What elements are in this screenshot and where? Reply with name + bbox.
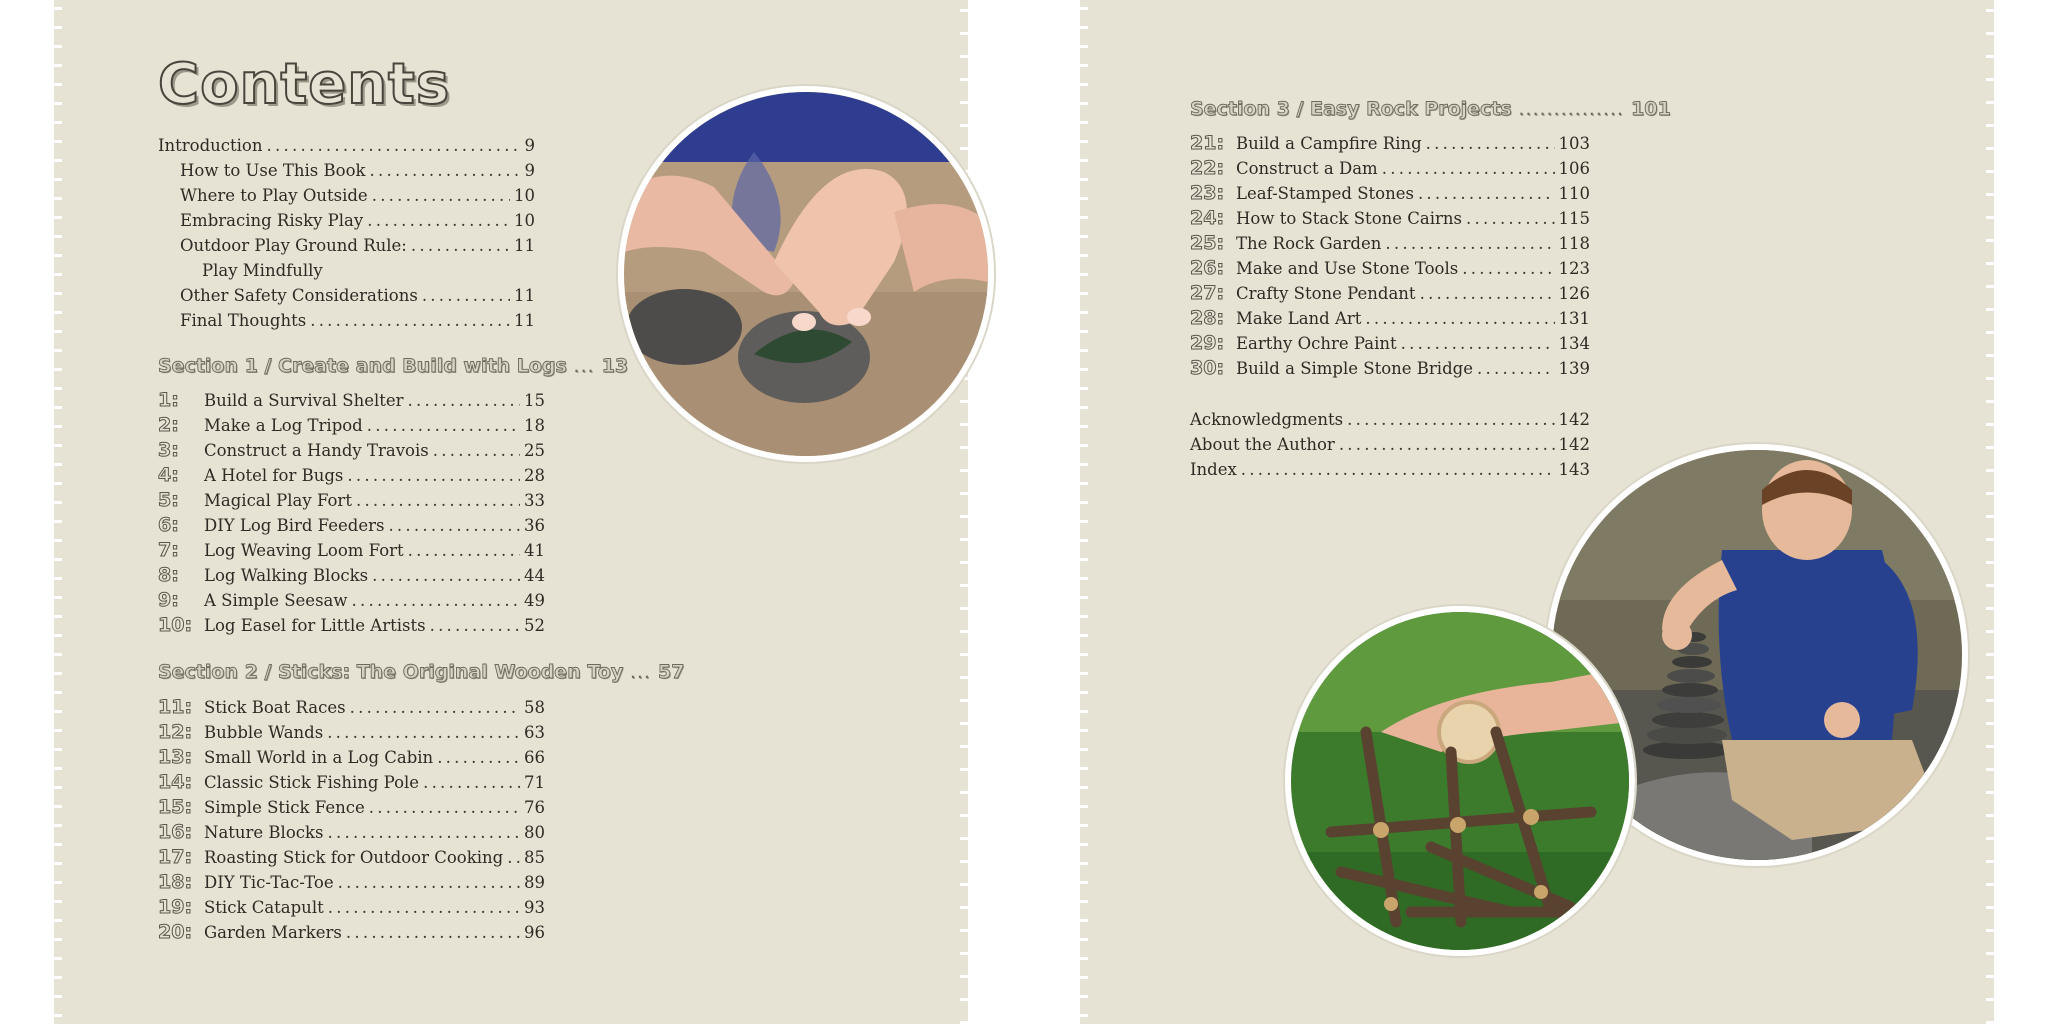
leader-dots xyxy=(310,308,510,333)
leader-dots xyxy=(433,438,520,463)
project-number: 24: xyxy=(1190,207,1225,229)
toc-entry-label: Make Land Art xyxy=(1236,309,1362,328)
toc-entry[interactable] xyxy=(1190,407,1590,432)
toc-entry[interactable] xyxy=(158,463,545,488)
toc-entry[interactable] xyxy=(158,895,545,920)
project-number: 6: xyxy=(158,514,179,536)
section1-list xyxy=(158,388,545,638)
leader-dots xyxy=(1420,281,1555,306)
toc-entry[interactable] xyxy=(158,133,535,158)
leader-dots xyxy=(328,895,520,920)
project-number: 19: xyxy=(158,896,193,918)
project-number: 3: xyxy=(158,439,179,461)
toc-entry-label: The Rock Garden xyxy=(1236,234,1382,253)
project-number: 21: xyxy=(1190,132,1225,154)
section-heading[interactable] xyxy=(158,355,628,377)
toc-entry-label: Build a Survival Shelter xyxy=(204,391,404,410)
toc-entry[interactable] xyxy=(1190,306,1590,331)
leader-dots xyxy=(367,208,510,233)
section3-list xyxy=(1190,131,1590,381)
project-number: 15: xyxy=(158,796,193,818)
section-page: 101 xyxy=(1631,98,1671,120)
toc-entry[interactable] xyxy=(1190,131,1590,156)
section-title: Section 3 / Easy Rock Projects xyxy=(1190,98,1512,120)
toc-entry-label: Embracing Risky Play xyxy=(180,211,364,230)
project-number: 26: xyxy=(1190,257,1225,279)
toc-entry-page: 25 xyxy=(524,441,545,460)
toc-entry-label: Simple Stick Fence xyxy=(204,798,365,817)
toc-entry-label: Small World in a Log Cabin xyxy=(204,748,434,767)
toc-entry-label: Earthy Ochre Paint xyxy=(1236,334,1397,353)
project-number: 29: xyxy=(1190,332,1225,354)
toc-entry-label: How to Use This Book xyxy=(180,161,366,180)
leader-dots xyxy=(267,133,521,158)
toc-entry[interactable] xyxy=(158,820,545,845)
toc-entry-label: A Hotel for Bugs xyxy=(204,466,344,485)
toc-entry-label: Make a Log Tripod xyxy=(204,416,363,435)
toc-entry[interactable] xyxy=(158,870,545,895)
torn-edge xyxy=(54,0,62,1024)
project-number: 14: xyxy=(158,771,193,793)
leader-dots xyxy=(408,388,520,413)
toc-entry-page: 110 xyxy=(1558,184,1590,203)
leader-dots xyxy=(1477,356,1555,381)
toc-entry[interactable] xyxy=(158,588,545,613)
toc-entry-label: How to Stack Stone Cairns xyxy=(1236,209,1462,228)
toc-entry-label: Magical Play Fort xyxy=(204,491,352,510)
leader-dots xyxy=(352,588,521,613)
intro-list xyxy=(158,133,535,333)
toc-entry[interactable] xyxy=(158,845,545,870)
section-heading[interactable] xyxy=(1190,98,1671,120)
toc-entry-page: 10 xyxy=(514,186,535,205)
toc-entry-label: Crafty Stone Pendant xyxy=(1236,284,1416,303)
section2-list xyxy=(158,695,545,945)
toc-entry[interactable] xyxy=(1190,281,1590,306)
leader-dots: ... xyxy=(573,355,602,377)
toc-entry-label: Construct a Handy Travois xyxy=(204,441,429,460)
project-number: 13: xyxy=(158,746,193,768)
project-number: 5: xyxy=(158,489,179,511)
leader-dots xyxy=(372,563,520,588)
toc-entry-continuation xyxy=(158,258,535,283)
leader-dots xyxy=(1347,407,1554,432)
toc-entry-label: A Simple Seesaw xyxy=(204,591,348,610)
torn-edge xyxy=(1080,0,1088,1024)
toc-entry-page: 9 xyxy=(524,161,535,180)
toc-entry-label: Index xyxy=(1190,460,1237,479)
section-page: 57 xyxy=(658,661,685,683)
toc-entry-page: 66 xyxy=(524,748,545,767)
leader-dots xyxy=(367,413,520,438)
toc-entry-page: 10 xyxy=(514,211,535,230)
toc-entry-page: 76 xyxy=(524,798,545,817)
toc-entry[interactable] xyxy=(158,563,545,588)
toc-entry[interactable] xyxy=(158,308,535,333)
toc-entry-page: 142 xyxy=(1558,435,1590,454)
project-number: 16: xyxy=(158,821,193,843)
toc-entry[interactable] xyxy=(1190,256,1590,281)
leader-dots xyxy=(1426,131,1555,156)
leader-dots xyxy=(388,513,520,538)
toc-entry-page: 131 xyxy=(1558,309,1590,328)
toc-entry-label: Nature Blocks xyxy=(204,823,324,842)
stick-tictactoe-photo xyxy=(1285,606,1635,956)
toc-entry-label: Introduction xyxy=(158,136,263,155)
leader-dots xyxy=(1466,206,1555,231)
toc-entry-page: 41 xyxy=(524,541,545,560)
toc-entry-page: 28 xyxy=(524,466,545,485)
toc-entry[interactable] xyxy=(158,233,535,258)
toc-entry-label: Stick Boat Races xyxy=(204,698,346,717)
toc-entry[interactable] xyxy=(1190,432,1590,457)
toc-entry-page: 96 xyxy=(524,923,545,942)
toc-entry-page: 115 xyxy=(1558,209,1590,228)
leader-dots xyxy=(422,283,510,308)
project-number: 1: xyxy=(158,389,179,411)
toc-entry[interactable] xyxy=(1190,181,1590,206)
leader-dots xyxy=(1339,432,1555,457)
project-number: 25: xyxy=(1190,232,1225,254)
toc-entry-page: 142 xyxy=(1558,410,1590,429)
project-number: 17: xyxy=(158,846,193,868)
project-number: 7: xyxy=(158,539,179,561)
toc-entry[interactable] xyxy=(158,770,545,795)
project-number: 12: xyxy=(158,721,193,743)
toc-entry[interactable] xyxy=(158,183,535,208)
toc-entry[interactable] xyxy=(158,438,545,463)
toc-entry-page: 11 xyxy=(514,311,535,330)
toc-entry-page: 123 xyxy=(1558,259,1590,278)
leader-dots xyxy=(327,720,520,745)
toc-entry[interactable] xyxy=(1190,356,1590,381)
leader-dots xyxy=(1241,457,1555,482)
toc-entry-page: 49 xyxy=(524,591,545,610)
toc-entry-page: 15 xyxy=(524,391,545,410)
project-number: 20: xyxy=(158,921,193,943)
toc-entry-label: Garden Markers xyxy=(204,923,342,942)
toc-entry-page: 33 xyxy=(524,491,545,510)
toc-entry-label: Build a Simple Stone Bridge xyxy=(1236,359,1473,378)
leader-dots xyxy=(327,820,520,845)
section-page: 13 xyxy=(601,355,629,377)
toc-entry[interactable] xyxy=(158,795,545,820)
toc-entry[interactable] xyxy=(158,488,545,513)
toc-entry-label: Log Walking Blocks xyxy=(204,566,369,585)
leader-dots xyxy=(356,488,520,513)
leader-dots xyxy=(437,745,520,770)
toc-entry-page: 118 xyxy=(1558,234,1590,253)
project-number: 11: xyxy=(158,696,193,718)
toc-entry[interactable] xyxy=(1190,331,1590,356)
toc-entry-page: 63 xyxy=(524,723,545,742)
toc-entry[interactable] xyxy=(158,158,535,183)
leader-dots xyxy=(1365,306,1554,331)
leader-dots xyxy=(338,870,520,895)
toc-entry-label: Stick Catapult xyxy=(204,898,324,917)
project-number: 18: xyxy=(158,871,193,893)
leader-dots xyxy=(423,770,520,795)
toc-entry-label: Classic Stick Fishing Pole xyxy=(204,773,420,792)
toc-entry-label: Outdoor Play Ground Rule: xyxy=(180,236,407,255)
toc-entry-label: About the Author xyxy=(1190,435,1335,454)
project-number: 28: xyxy=(1190,307,1225,329)
leader-dots xyxy=(1401,331,1555,356)
toc-entry-page: 11 xyxy=(514,236,535,255)
leader-dots: ............... xyxy=(1518,98,1631,120)
toc-entry-page: 85 xyxy=(524,848,545,867)
project-number: 23: xyxy=(1190,182,1225,204)
leaf-stamp-illustration xyxy=(624,92,988,456)
toc-entry-label: DIY Log Bird Feeders xyxy=(204,516,385,535)
toc-entry-page: 71 xyxy=(524,773,545,792)
project-number: 22: xyxy=(1190,157,1225,179)
leader-dots xyxy=(1385,231,1554,256)
leader-dots xyxy=(430,613,520,638)
toc-entry-label: Leaf-Stamped Stones xyxy=(1236,184,1414,203)
leader-dots xyxy=(350,695,520,720)
torn-edge xyxy=(1986,0,1994,1024)
toc-entry[interactable] xyxy=(1190,231,1590,256)
toc-entry-page: 93 xyxy=(524,898,545,917)
project-number: 9: xyxy=(158,589,179,611)
leader-dots xyxy=(369,795,520,820)
section-title: Section 1 / Create and Build with Logs xyxy=(158,355,567,377)
toc-entry-page: 106 xyxy=(1558,159,1590,178)
toc-entry-page: 58 xyxy=(524,698,545,717)
leader-dots xyxy=(507,845,520,870)
toc-entry-label: Roasting Stick for Outdoor Cooking xyxy=(204,848,504,867)
leaf-stamp-photo xyxy=(618,86,994,462)
toc-entry[interactable] xyxy=(158,413,545,438)
toc-entry[interactable] xyxy=(158,388,545,413)
toc-entry-label: Make and Use Stone Tools xyxy=(1236,259,1459,278)
toc-entry-page: 44 xyxy=(524,566,545,585)
toc-entry[interactable] xyxy=(1190,457,1590,482)
toc-entry-label: DIY Tic-Tac-Toe xyxy=(204,873,334,892)
project-number: 10: xyxy=(158,614,193,636)
toc-entry-page: 89 xyxy=(524,873,545,892)
leader-dots xyxy=(346,920,520,945)
leader-dots xyxy=(1462,256,1554,281)
leader-dots xyxy=(1382,156,1555,181)
toc-entry-label: Acknowledgments xyxy=(1190,410,1344,429)
project-number: 8: xyxy=(158,564,179,586)
toc-entry-page: 52 xyxy=(524,616,545,635)
stick-tictactoe-illustration xyxy=(1291,612,1629,950)
toc-entry-label: Construct a Dam xyxy=(1236,159,1378,178)
toc-entry-page: 36 xyxy=(524,516,545,535)
toc-entry[interactable] xyxy=(158,720,545,745)
leader-dots xyxy=(411,233,510,258)
toc-entry-page: 18 xyxy=(524,416,545,435)
toc-entry[interactable] xyxy=(158,695,545,720)
leader-dots xyxy=(370,158,521,183)
toc-entry-label: Final Thoughts xyxy=(180,311,307,330)
toc-entry[interactable] xyxy=(158,745,545,770)
leader-dots xyxy=(408,538,520,563)
section-heading[interactable] xyxy=(158,661,684,683)
toc-entry-label: Bubble Wands xyxy=(204,723,324,742)
toc-entry[interactable] xyxy=(158,513,545,538)
toc-entry[interactable] xyxy=(158,283,535,308)
toc-entry[interactable] xyxy=(1190,206,1590,231)
contents-title: Contents xyxy=(158,52,451,117)
toc-entry-page: 9 xyxy=(524,136,535,155)
toc-entry-page: 103 xyxy=(1558,134,1590,153)
leader-dots xyxy=(347,463,520,488)
toc-entry-label: Play Mindfully xyxy=(202,261,323,280)
toc-entry-page: 11 xyxy=(514,286,535,305)
toc-entry-label: Log Weaving Loom Fort xyxy=(204,541,404,560)
toc-entry-label: Build a Campfire Ring xyxy=(1236,134,1422,153)
toc-entry-label: Log Easel for Little Artists xyxy=(204,616,426,635)
toc-entry-page: 143 xyxy=(1558,460,1590,479)
leader-dots xyxy=(372,183,510,208)
toc-entry-page: 139 xyxy=(1558,359,1590,378)
toc-entry-page: 134 xyxy=(1558,334,1590,353)
project-number: 27: xyxy=(1190,282,1225,304)
project-number: 30: xyxy=(1190,357,1225,379)
section-title: Section 2 / Sticks: The Original Wooden Toy xyxy=(158,661,624,683)
toc-entry[interactable] xyxy=(158,538,545,563)
toc-entry[interactable] xyxy=(158,613,545,638)
leader-dots xyxy=(1418,181,1555,206)
back-matter-list xyxy=(1190,407,1590,482)
toc-entry-label: Other Safety Considerations xyxy=(180,286,418,305)
toc-entry-page: 80 xyxy=(524,823,545,842)
toc-entry-label: Where to Play Outside xyxy=(180,186,368,205)
project-number: 4: xyxy=(158,464,179,486)
toc-entry[interactable] xyxy=(158,208,535,233)
torn-edge xyxy=(960,0,968,1024)
toc-entry-page: 126 xyxy=(1558,284,1590,303)
leader-dots: ... xyxy=(629,661,659,683)
toc-entry[interactable] xyxy=(1190,156,1590,181)
project-number: 2: xyxy=(158,414,179,436)
toc-entry[interactable] xyxy=(158,920,545,945)
